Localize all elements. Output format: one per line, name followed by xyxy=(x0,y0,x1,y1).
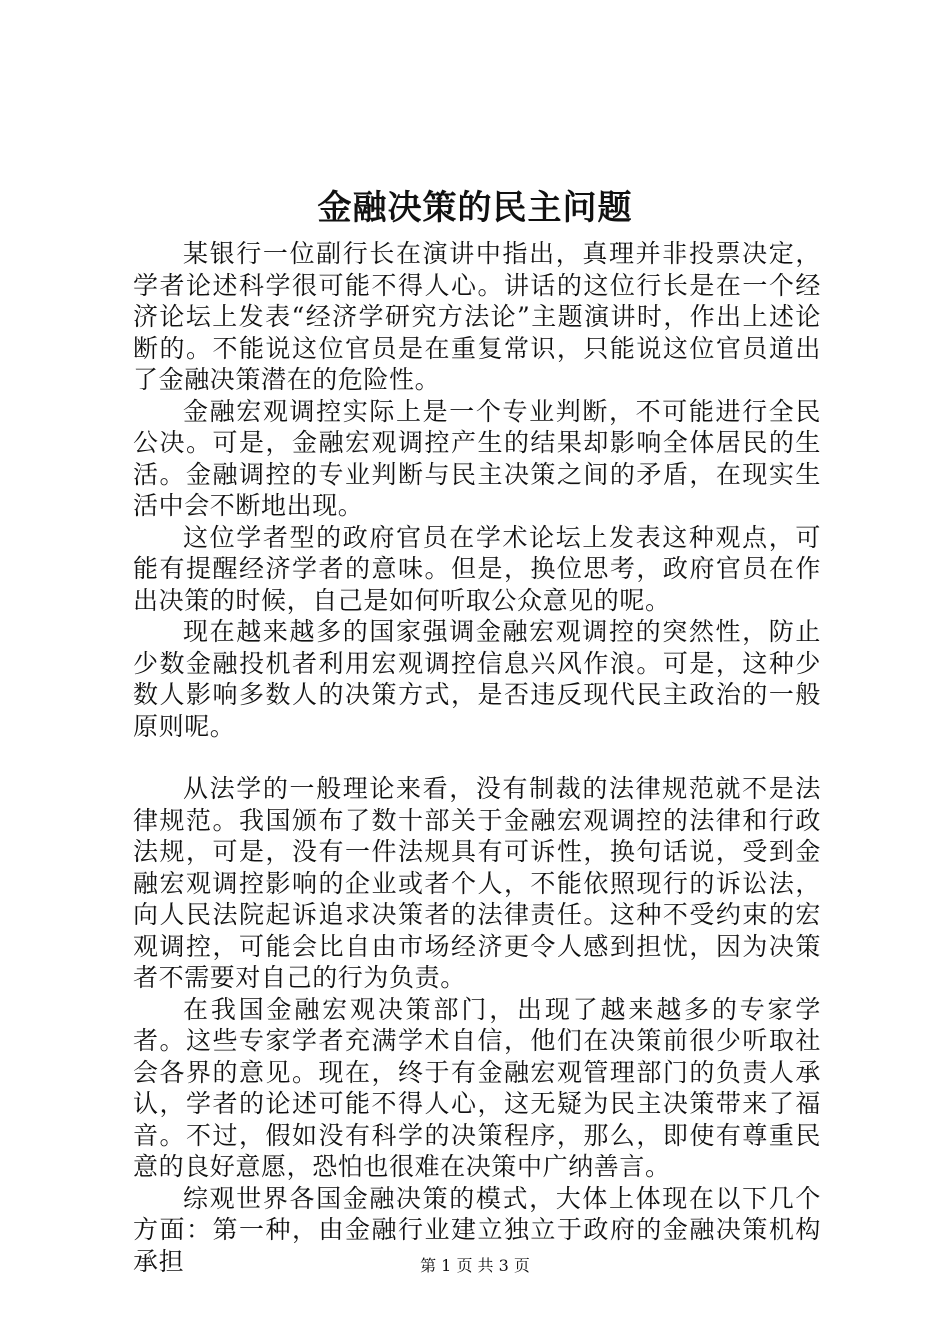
paragraph: 金融宏观调控实际上是一个专业判断，不可能进行全民公决。可是，金融宏观调控产生的结果却影响全体居民的生活。金融调控的专业判断与民主决策之间的矛盾，在现实生活中会不断地出现。 xyxy=(133,396,821,520)
paragraph: 现在越来越多的国家强调金融宏观调控的突然性，防止少数金融投机者利用宏观调控信息兴风作浪。可是，这种少数人影响多数人的决策方式，是否违反现代民主政治的一般原则呢。 xyxy=(133,617,821,741)
paragraph: 在我国金融宏观决策部门，出现了越来越多的专家学者。这些专家学者充满学术自信，他们在决策前很少听取社会各界的意见。现在，终于有金融宏观管理部门的负责人承认，学者的论述可能不得人心，这无疑为民主决策带来了福音。不过，假如没有科学的决策程序，那么，即使有尊重民意的良好意愿，恐怕也很难在决策中广纳善言。 xyxy=(133,994,821,1181)
paragraph: 从法学的一般理论来看，没有制裁的法律规范就不是法律规范。我国颁布了数十部关于金融宏观调控的法律和行政法规，可是，没有一件法规具有可诉性，换句话说，受到金融宏观调控影响的企业或者个人，不能依照现行的诉讼法，向人民法院起诉追求决策者的法律责任。这种不受约束的宏观调控，可能会比自由市场经济更令人感到担忧，因为决策者不需要对自己的行为负责。 xyxy=(133,774,821,992)
paragraph: 这位学者型的政府官员在学术论坛上发表这种观点，可能有提醒经济学者的意味。但是，换位思考，政府官员在作出决策的时候，自己是如何听取公众意见的呢。 xyxy=(133,522,821,615)
paragraph: 综观世界各国金融决策的模式，大体上体现在以下几个方面：第一种，由金融行业建立独立于政府的金融决策机构承担 xyxy=(133,1183,821,1276)
document-body xyxy=(133,238,821,1277)
document-title: 金融决策的民主问题 xyxy=(317,188,633,228)
page-footer: 第 1 页 共 3 页 xyxy=(420,1256,530,1275)
paragraph: 某银行一位副行长在演讲中指出，真理并非投票决定，学者论述科学很可能不得人心。讲话的这位行长是在一个经济论坛上发表“经济学研究方法论”主题演讲时，作出上述论断的。不能说这位官员是在重复常识，只能说这位官员道出了金融决策潜在的危险性。 xyxy=(133,239,821,394)
